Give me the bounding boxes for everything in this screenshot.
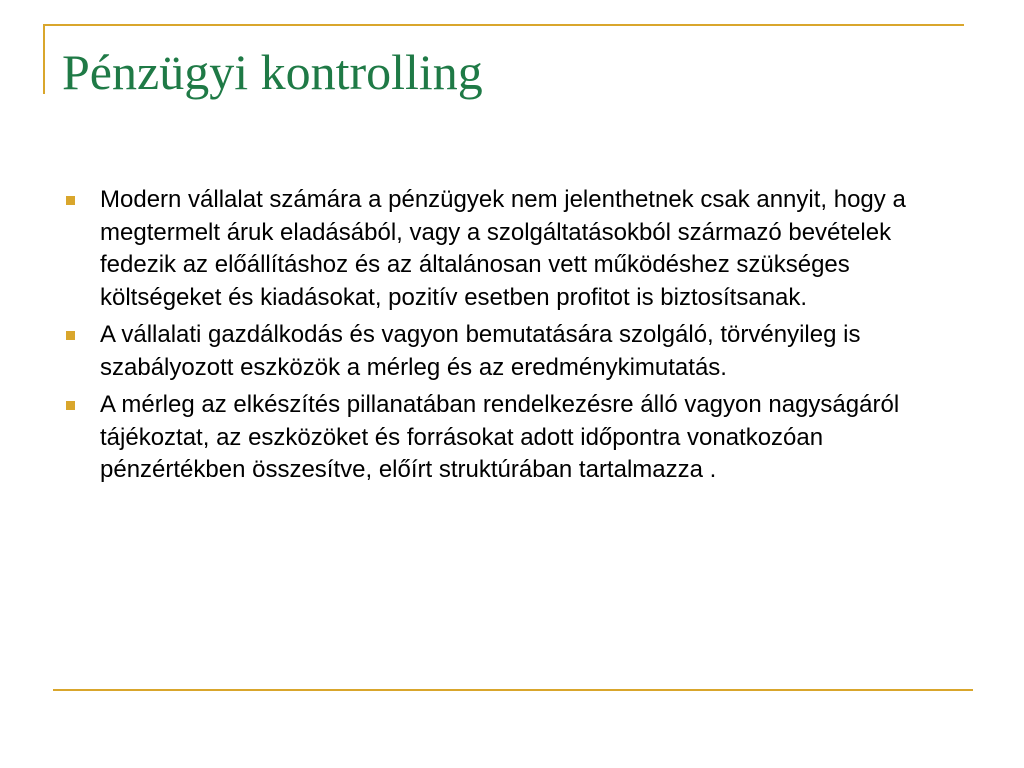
slide-title: Pénzügyi kontrolling: [62, 44, 483, 100]
bullet-item: [66, 184, 966, 314]
bullet-item: [66, 389, 966, 487]
bullet-item: [66, 319, 966, 384]
top-divider: [43, 24, 964, 26]
square-bullet-icon: [66, 196, 75, 205]
square-bullet-icon: [66, 401, 75, 410]
bullet-text: Modern vállalat számára a pénzügyek nem jelenthetnek csak annyit, hogy a megtermelt áruk eladásából, vagy a szolgáltatásokból származó bevételek fedezik az előállításhoz és az általánosan vett működéshez szükséges költségeket és kiadásokat, pozitív esetben profitot is biztosítsanak.: [100, 186, 906, 311]
bottom-divider: [53, 689, 973, 691]
bullet-text: A mérleg az elkészítés pillanatában rendelkezésre álló vagyon nagyságáról tájékoztat, az eszközöket és forrásokat adott időpontra vonatkozóan pénzértékben összesítve, előírt struktúrában tartalmazza .: [100, 391, 900, 483]
square-bullet-icon: [66, 331, 75, 340]
left-divider: [43, 24, 45, 94]
bullet-text: A vállalati gazdálkodás és vagyon bemutatására szolgáló, törvényileg is szabályozott eszközök a mérleg és az eredménykimutatás.: [100, 321, 861, 381]
bullet-list: [66, 184, 966, 492]
